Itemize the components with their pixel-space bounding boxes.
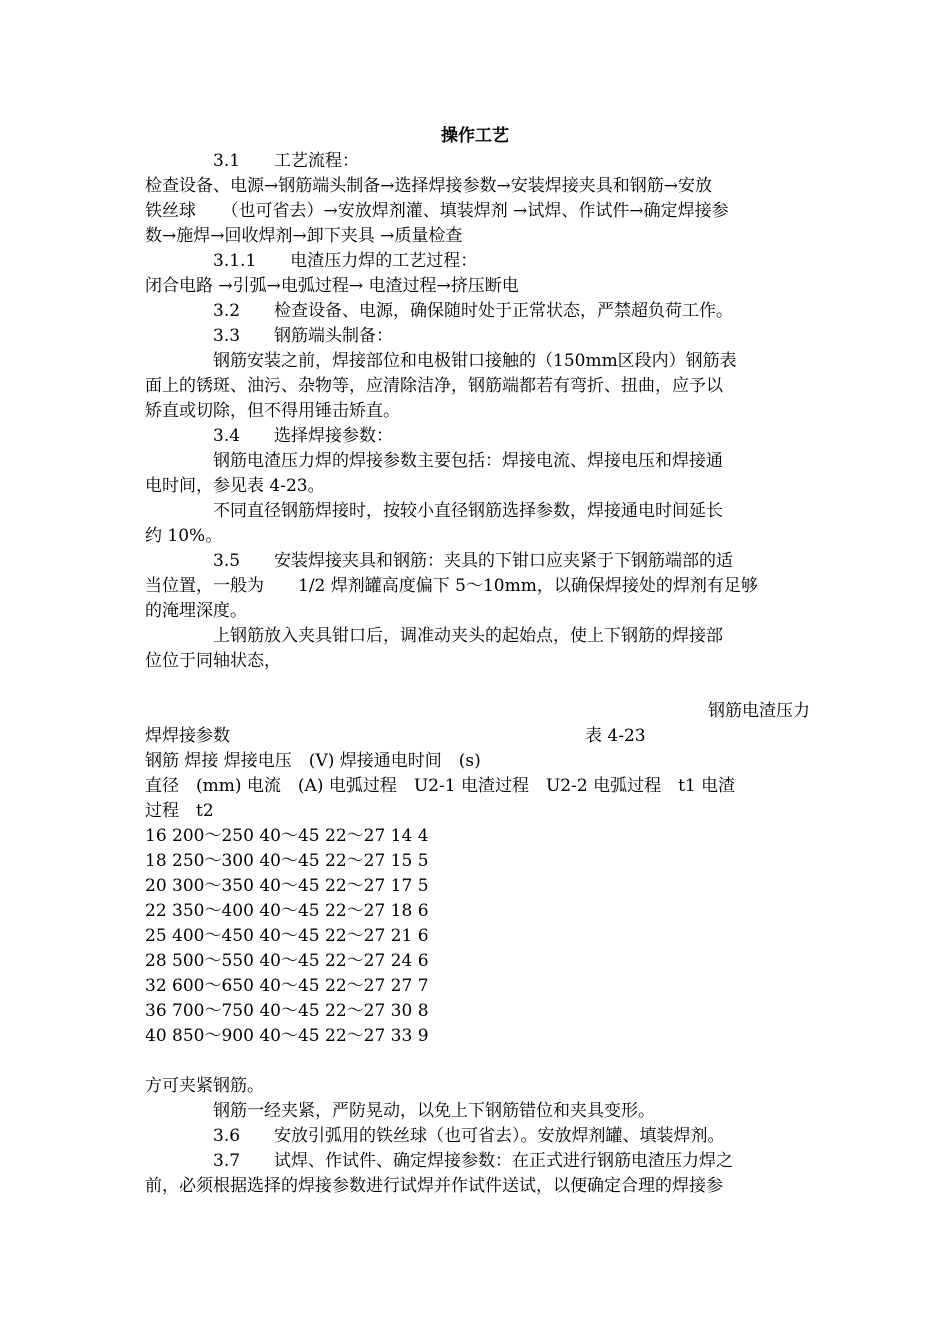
table-row: 40 850～900 40～45 22～27 33 9: [145, 1026, 429, 1046]
text-line: 3.6 安放引弧用的铁丝球（也可省去）。安放焊剂罐、填装焊剂。: [145, 1126, 725, 1146]
table-caption-right: 钢筋电渣压力: [708, 701, 810, 721]
text-line: 3.1 工艺流程：: [145, 151, 360, 171]
text-line: 3.2 检查设备、电源，确保随时处于正常状态，严禁超负荷工作。: [145, 301, 734, 321]
table-header: 过程 t2: [145, 801, 214, 821]
text-line: 位位于同轴状态，: [145, 651, 281, 671]
text-line: 检查设备、电源→钢筋端头制备→选择焊接参数→安装焊接夹具和钢筋→安放: [145, 176, 712, 196]
table-header: 直径 (mm) 电流 (A) 电弧过程 U2-1 电渣过程 U2-2 电弧过程 t1 电渣: [145, 776, 736, 796]
text-line: 钢筋安装之前，焊接部位和电极钳口接触的（150mm区段内）钢筋表: [145, 351, 737, 371]
document-title: 操作工艺: [441, 126, 509, 146]
text-line: 铁丝球 （也可省去）→安放焊剂灌、填装焊剂 →试焊、作试件→确定焊接参: [145, 201, 729, 221]
text-line: 上钢筋放入夹具钳口后，调准动夹头的起始点，使上下钢筋的焊接部: [145, 626, 723, 646]
table-row: 25 400～450 40～45 22～27 21 6: [145, 926, 429, 946]
text-line: 3.4 选择焊接参数：: [145, 426, 394, 446]
text-line: 方可夹紧钢筋。: [145, 1076, 264, 1096]
text-line: 当位置，一般为 1/2 焊剂罐高度偏下 5～10mm，以确保焊接处的焊剂有足够: [145, 576, 758, 596]
text-line: 3.5 安装焊接夹具和钢筋：夹具的下钳口应夹紧于下钢筋端部的适: [145, 551, 734, 571]
text-line: 面上的锈斑、油污、杂物等，应清除洁净，钢筋端都若有弯折、扭曲，应予以: [145, 376, 723, 396]
text-line: 钢筋一经夹紧，严防晃动，以免上下钢筋错位和夹具变形。: [145, 1101, 655, 1121]
table-caption-left: 焊焊接参数: [145, 726, 230, 746]
text-line: 电时间，参见表 4-23。: [145, 476, 325, 496]
text-line: 的淹埋深度。: [145, 601, 247, 621]
text-line: 3.7 试焊、作试件、确定焊接参数：在正式进行钢筋电渣压力焊之: [145, 1151, 734, 1171]
table-header: 钢筋 焊接 焊接电压 (V) 焊接通电时间 (s): [145, 751, 481, 771]
text-line: 约 10%。: [145, 526, 223, 546]
text-line: 钢筋电渣压力焊的焊接参数主要包括：焊接电流、焊接电压和焊接通: [145, 451, 723, 471]
text-line: 数→施焊→回收焊剂→卸下夹具 →质量检查: [145, 226, 463, 246]
text-line: 3.1.1 电渣压力焊的工艺过程：: [145, 251, 478, 271]
table-row: 36 700～750 40～45 22～27 30 8: [145, 1001, 429, 1021]
table-row: 22 350～400 40～45 22～27 18 6: [145, 901, 429, 921]
table-row: 20 300～350 40～45 22～27 17 5: [145, 876, 429, 896]
table-row: 18 250～300 40～45 22～27 15 5: [145, 851, 429, 871]
text-line: 3.3 钢筋端头制备：: [145, 326, 394, 346]
table-row: 16 200～250 40～45 22～27 14 4: [145, 826, 429, 846]
text-line: 不同直径钢筋焊接时，按较小直径钢筋选择参数，焊接通电时间延长: [145, 501, 723, 521]
text-line: 闭合电路 →引弧→电弧过程→ 电渣过程→挤压断电: [145, 276, 519, 296]
table-row: 28 500～550 40～45 22～27 24 6: [145, 951, 429, 971]
text-line: 前，必须根据选择的焊接参数进行试焊并作试件送试，以便确定合理的焊接参: [145, 1176, 723, 1196]
text-line: 矫直或切除，但不得用锤击矫直。: [145, 401, 400, 421]
table-row: 32 600～650 40～45 22～27 27 7: [145, 976, 429, 996]
table-number: 表 4-23: [585, 726, 646, 746]
